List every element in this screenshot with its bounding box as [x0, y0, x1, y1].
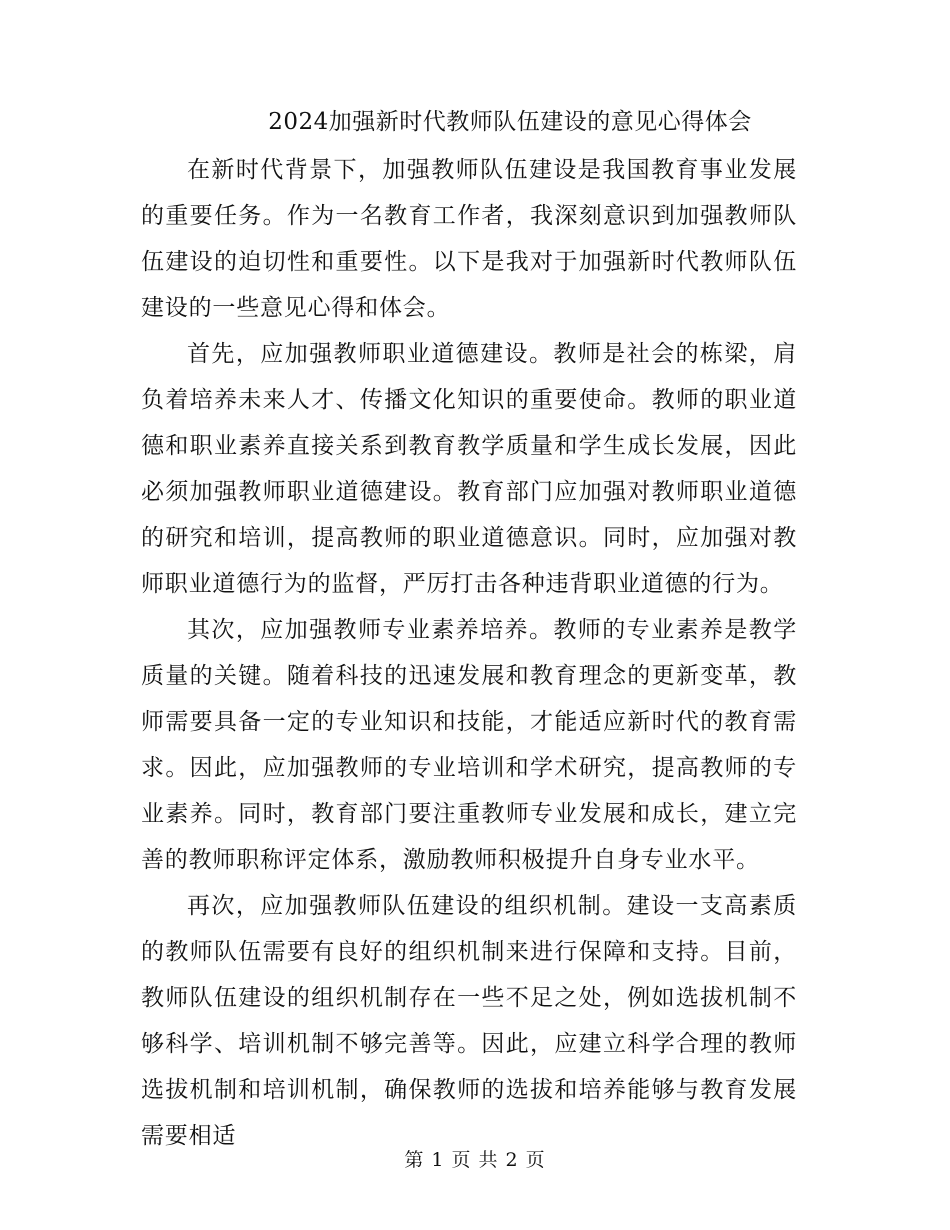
paragraph-3: 其次，应加强教师专业素养培养。教师的专业素养是教学质量的关键。随着科技的迅速发展和教育理念的更新变革，教师需要具备一定的专业知识和技能，才能适应新时代的教育需求。因此，应加强教师的专业培训和学术研究，提高教师的专业素养。同时，教育部门要注重教师专业发展和成长，建立完善的教师职称评定体系，激励教师积极提升自身专业水平。: [141, 617, 797, 873]
page-number-label: 第 1 页 共 2 页: [404, 1149, 546, 1171]
page-footer: [0, 1145, 950, 1175]
document-body: [141, 147, 797, 1159]
paragraph-1: 在新时代背景下，加强教师队伍建设是我国教育事业发展的重要任务。作为一名教育工作者，我深刻意识到加强教师队伍建设的迫切性和重要性。以下是我对于加强新时代教师队伍建设的一些意见心得和体会。: [141, 157, 797, 321]
document-title: 2024加强新时代教师队伍建设的意见心得体会: [268, 109, 752, 135]
paragraph-2: 首先，应加强教师职业道德建设。教师是社会的栋梁，肩负着培养未来人才、传播文化知识的重要使命。教师的职业道德和职业素养直接关系到教育教学质量和学生成长发展，因此必须加强教师职业道德建设。教育部门应加强对教师职业道德的研究和培训，提高教师的职业道德意识。同时，应加强对教师职业道德行为的监督，严厉打击各种违背职业道德的行为。: [141, 341, 797, 597]
paragraph-4: 再次，应加强教师队伍建设的组织机制。建设一支高素质的教师队伍需要有良好的组织机制来进行保障和支持。目前，教师队伍建设的组织机制存在一些不足之处，例如选拔机制不够科学、培训机制不够完善等。因此，应建立科学合理的教师选拔机制和培训机制，确保教师的选拔和培养能够与教育发展需要相适: [141, 893, 797, 1149]
